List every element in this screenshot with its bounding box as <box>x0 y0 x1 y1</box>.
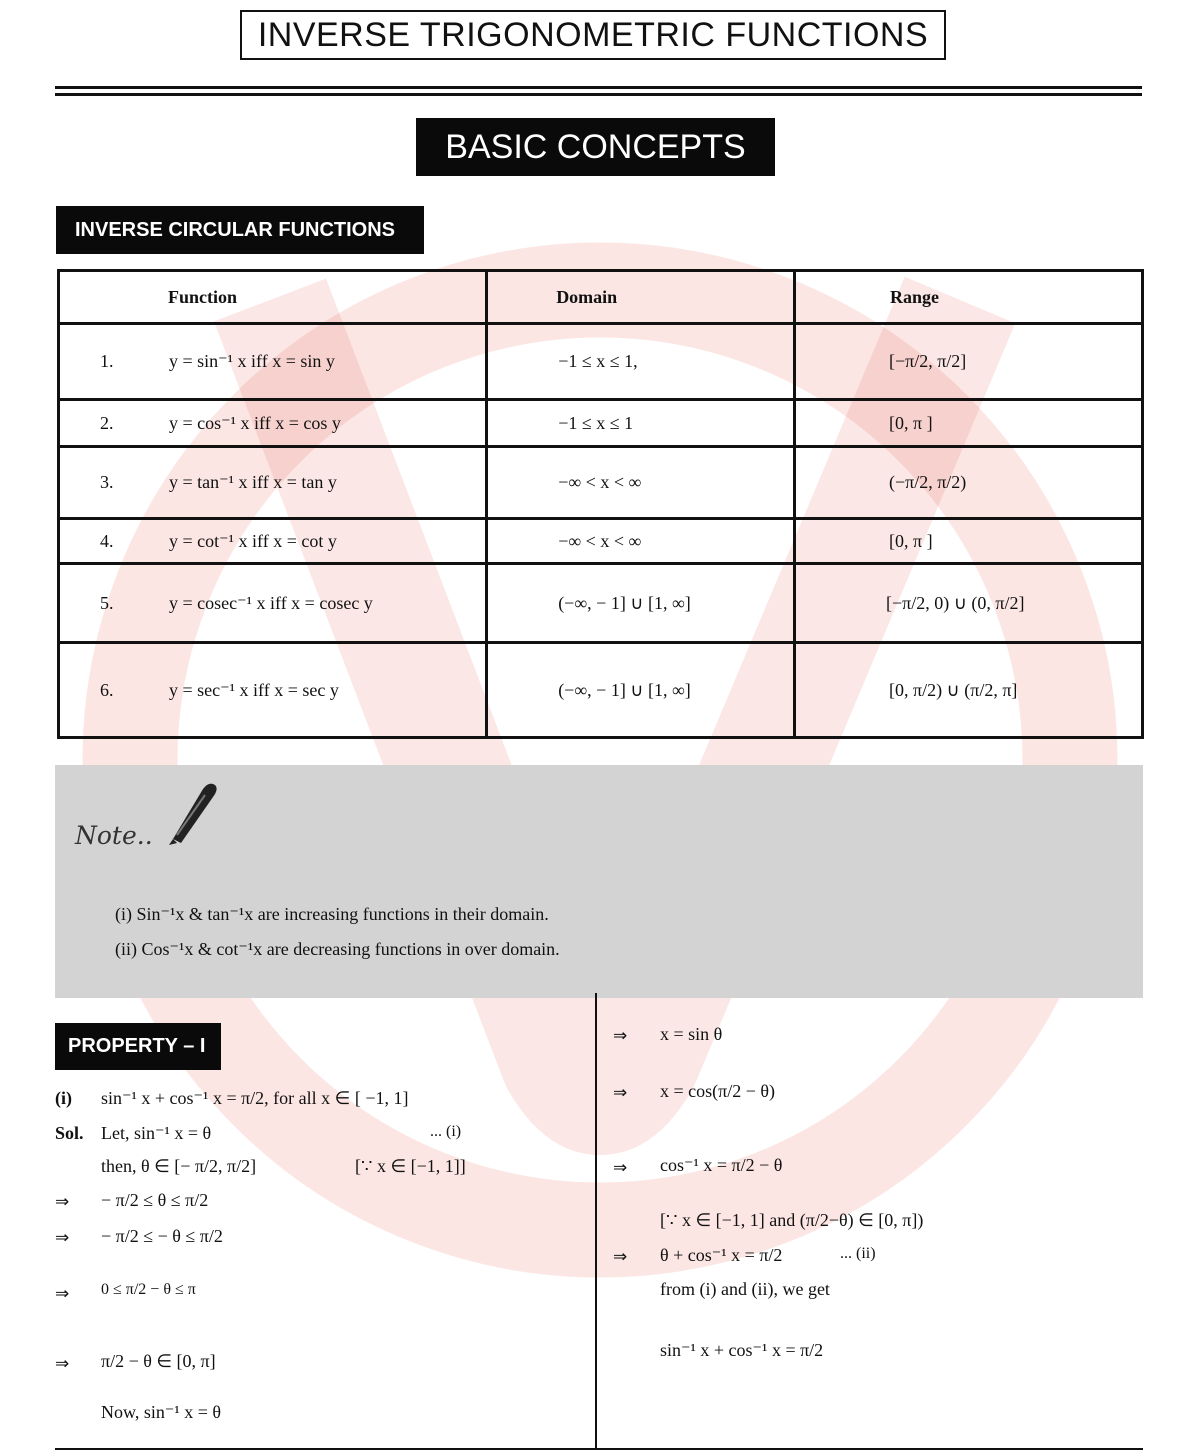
function-cell: y = sin⁻¹ x iff x = sin y <box>169 351 335 371</box>
row-number: 5. <box>100 592 114 613</box>
final-result: sin⁻¹ x + cos⁻¹ x = π/2 <box>660 1340 824 1360</box>
implies-icon: ⇒ <box>613 1158 628 1178</box>
note-line-2: (ii) Cos⁻¹x & cot⁻¹x are decreasing functions in over domain. <box>115 939 560 959</box>
range-cell: [−π/2, 0) ∪ (0, π/2] <box>885 592 1025 613</box>
implies-icon: ⇒ <box>613 1083 628 1103</box>
implies-icon: ⇒ <box>55 1192 70 1212</box>
domain-cell: (−∞, − 1] ∪ [1, ∞] <box>558 679 691 700</box>
domain-cell: −1 ≤ x ≤ 1, <box>558 351 638 371</box>
solution-step: Now, sin⁻¹ x = θ <box>101 1402 222 1422</box>
bottom-rule <box>55 1448 1143 1450</box>
section-title: BASIC CONCEPTS <box>416 118 775 176</box>
function-cell: y = cosec⁻¹ x iff x = cosec y <box>169 592 373 613</box>
solution-reason: [∵ x ∈ [−1, 1]] <box>355 1156 466 1176</box>
range-cell: [0, π/2) ∪ (π/2, π] <box>888 679 1018 700</box>
row-number: 3. <box>100 472 114 492</box>
table-row <box>59 400 1143 447</box>
domain-cell: (−∞, − 1] ∪ [1, ∞] <box>558 592 691 613</box>
domain-cell: −∞ < x < ∞ <box>558 530 642 551</box>
page-title: INVERSE TRIGONOMETRIC FUNCTIONS <box>240 10 946 60</box>
range-cell: (−π/2, π/2) <box>888 472 967 492</box>
solution-reason: [∵ x ∈ [−1, 1] and (π/2−θ) ∈ [0, π]) <box>660 1210 924 1230</box>
function-cell: y = sec⁻¹ x iff x = sec y <box>169 679 339 700</box>
table-row <box>59 519 1143 564</box>
table-row <box>59 447 1143 519</box>
function-cell: y = tan⁻¹ x iff x = tan y <box>169 472 337 492</box>
table-header-row <box>59 271 1143 324</box>
solution-step: − π/2 ≤ − θ ≤ π/2 <box>101 1226 223 1246</box>
implies-icon: ⇒ <box>55 1228 70 1248</box>
row-number: 4. <box>100 530 114 551</box>
solution-step: from (i) and (ii), we get <box>660 1279 830 1299</box>
row-number: 6. <box>100 679 114 700</box>
solution-step: π/2 − θ ∈ [0, π] <box>101 1351 216 1371</box>
note-box <box>55 765 1143 998</box>
solution-step: then, θ ∈ [− π/2, π/2] <box>101 1156 257 1176</box>
header-range: Range <box>794 271 1142 324</box>
inverse-functions-table <box>57 269 1144 739</box>
table-row <box>59 564 1143 643</box>
row-number: 1. <box>100 351 114 371</box>
solution-step: Let, sin⁻¹ x = θ <box>101 1123 212 1143</box>
implies-icon: ⇒ <box>613 1026 628 1046</box>
table-row <box>59 324 1143 400</box>
function-cell: y = cos⁻¹ x iff x = cos y <box>169 412 341 433</box>
implies-icon: ⇒ <box>55 1284 70 1304</box>
range-cell: [0, π ] <box>888 530 933 551</box>
domain-cell: −∞ < x < ∞ <box>558 472 642 492</box>
range-cell: [0, π ] <box>888 412 933 433</box>
range-cell: [−π/2, π/2] <box>888 351 967 371</box>
solution-step: x = cos(π/2 − θ) <box>660 1081 775 1101</box>
header-function: Function <box>59 271 487 324</box>
function-cell: y = cot⁻¹ x iff x = cot y <box>169 530 337 551</box>
inverse-circular-label: INVERSE CIRCULAR FUNCTIONS <box>56 206 424 254</box>
solution-label: Sol. <box>55 1123 84 1143</box>
note-title: Note.. <box>75 821 153 850</box>
implies-icon: ⇒ <box>613 1247 628 1267</box>
solution-step: x = sin θ <box>660 1024 723 1044</box>
header-domain: Domain <box>487 271 795 324</box>
note-line-1: (i) Sin⁻¹x & tan⁻¹x are increasing functions in their domain. <box>115 904 549 924</box>
row-number: 2. <box>100 412 114 433</box>
property-label: PROPERTY – I <box>55 1023 221 1070</box>
header-rule-bottom <box>55 93 1142 96</box>
table-row <box>59 643 1143 738</box>
property-statement: sin⁻¹ x + cos⁻¹ x = π/2, for all x ∈ [ −1, 1] <box>101 1088 409 1108</box>
implies-icon: ⇒ <box>55 1354 70 1374</box>
solution-step: 0 ≤ π/2 − θ ≤ π <box>101 1281 196 1298</box>
pen-icon <box>163 777 223 847</box>
solution-step: − π/2 ≤ θ ≤ π/2 <box>101 1190 209 1210</box>
solution-step: cos⁻¹ x = π/2 − θ <box>660 1155 783 1175</box>
equation-tag: ... (i) <box>430 1123 462 1140</box>
column-divider <box>595 993 597 1448</box>
domain-cell: −1 ≤ x ≤ 1 <box>558 412 634 433</box>
item-number: (i) <box>55 1088 72 1108</box>
equation-tag: ... (ii) <box>840 1245 876 1262</box>
header-rule-top <box>55 86 1142 89</box>
solution-step: θ + cos⁻¹ x = π/2 <box>660 1245 783 1265</box>
